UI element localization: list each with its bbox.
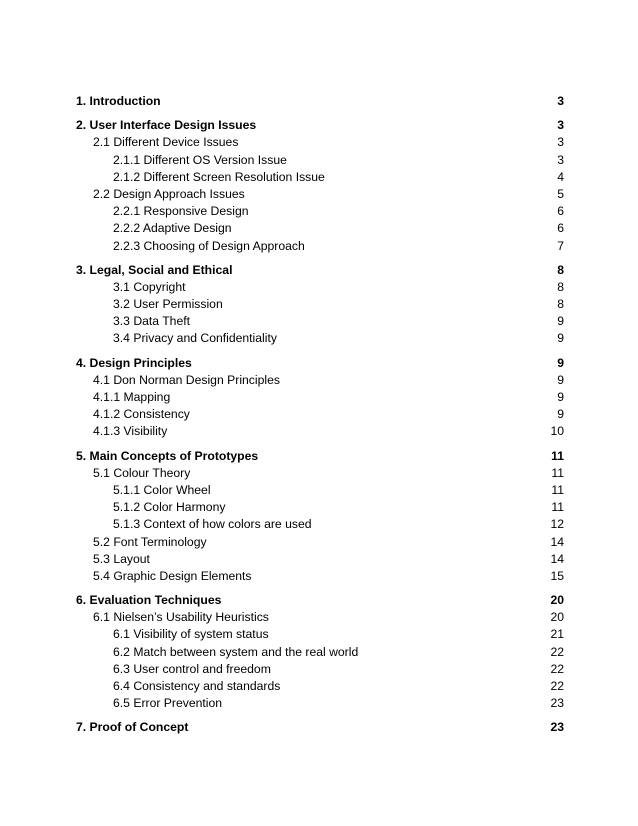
toc-entry-page-number: 10 <box>550 424 564 439</box>
toc-entry[interactable] <box>76 568 564 585</box>
toc-entry-title: 4. Design Principles <box>76 355 192 370</box>
toc-entry-title: 5.1 Colour Theory <box>93 465 191 480</box>
toc-entry-page-number: 3 <box>557 135 564 150</box>
toc-entry-page-number: 23 <box>550 696 564 711</box>
toc-entry-title: 2.2 Design Approach Issues <box>93 186 245 201</box>
toc-entry-page-number: 9 <box>557 355 564 370</box>
toc-entry[interactable] <box>76 220 564 237</box>
toc-entry[interactable] <box>76 592 564 609</box>
toc-entry-title: 3.3 Data Theft <box>113 314 191 329</box>
toc-entry-page-number: 22 <box>550 644 564 659</box>
toc-entry[interactable] <box>76 355 564 372</box>
toc-entry-title: 6.2 Match between system and the real world <box>113 644 359 659</box>
toc-entry-page-number: 9 <box>557 314 564 329</box>
toc-entry-page-number: 14 <box>550 551 564 566</box>
toc-entry[interactable] <box>76 423 564 440</box>
toc-entry-title: 5.1.1 Color Wheel <box>113 482 211 497</box>
toc-entry-page-number: 11 <box>551 448 564 463</box>
toc-entry-title: 2.2.3 Choosing of Design Approach <box>113 238 305 253</box>
toc-entry[interactable] <box>76 117 564 134</box>
toc-entry-title: 6.3 User control and freedom <box>113 661 271 676</box>
toc-entry-page-number: 22 <box>550 679 564 693</box>
toc-entry-title: 1. Introduction <box>76 94 161 108</box>
toc-entry-title: 3.4 Privacy and Confidentiality <box>113 331 277 346</box>
toc-entry[interactable] <box>76 609 564 626</box>
toc-entry[interactable] <box>76 313 564 330</box>
toc-entry-title: 4.1.3 Visibility <box>93 424 168 439</box>
toc-entry-title: 5.2 Font Terminology <box>93 534 207 549</box>
toc-entry-page-number: 8 <box>557 262 564 277</box>
toc-entry-page-number: 8 <box>557 279 564 294</box>
toc-entry-title: 5.1.2 Color Harmony <box>113 500 226 515</box>
toc-entry-page-number: 7 <box>557 238 564 253</box>
toc-entry[interactable] <box>76 134 564 151</box>
toc-entry-page-number: 3 <box>557 118 564 133</box>
toc-entry[interactable] <box>76 516 564 533</box>
toc-entry-page-number: 20 <box>550 610 564 625</box>
toc-entry[interactable] <box>76 719 564 736</box>
toc-entry-page-number: 6 <box>557 221 564 236</box>
toc-entry[interactable] <box>76 406 564 423</box>
toc-entry-title: 5.4 Graphic Design Elements <box>93 568 252 583</box>
toc-entry[interactable] <box>76 465 564 482</box>
toc-entry-page-number: 11 <box>551 465 564 480</box>
table-of-contents <box>76 93 564 737</box>
toc-entry-page-number: 21 <box>550 627 564 642</box>
toc-entry-page-number: 9 <box>557 390 564 404</box>
toc-entry[interactable] <box>76 678 564 695</box>
toc-entry-title: 7. Proof of Concept <box>76 720 189 735</box>
toc-entry-title: 3.1 Copyright <box>113 279 186 294</box>
toc-entry-title: 2.2.1 Responsive Design <box>113 204 249 219</box>
toc-entry[interactable] <box>76 279 564 296</box>
toc-entry[interactable] <box>76 169 564 186</box>
toc-entry-page-number: 9 <box>557 331 564 346</box>
toc-entry[interactable] <box>76 499 564 516</box>
toc-entry-title: 4.1.1 Mapping <box>93 390 171 404</box>
toc-entry-title: 6.5 Error Prevention <box>113 696 223 711</box>
toc-entry[interactable] <box>76 551 564 568</box>
toc-entry-page-number: 3 <box>557 94 564 108</box>
toc-entry-page-number: 4 <box>557 169 564 184</box>
toc-entry[interactable] <box>76 695 564 712</box>
toc-entry-title: 2.2.2 Adaptive Design <box>113 221 232 236</box>
toc-entry-page-number: 3 <box>557 152 564 167</box>
toc-entry-page-number: 9 <box>557 407 564 422</box>
toc-entry-title: 2.1 Different Device Issues <box>93 135 239 150</box>
toc-entry[interactable] <box>76 330 564 347</box>
toc-entry[interactable] <box>76 644 564 661</box>
toc-entry-page-number: 22 <box>550 661 564 676</box>
toc-entry[interactable] <box>76 186 564 203</box>
toc-entry[interactable] <box>76 372 564 389</box>
toc-entry-title: 6. Evaluation Techniques <box>76 593 222 608</box>
toc-entry[interactable] <box>76 389 564 406</box>
toc-entry[interactable] <box>76 661 564 678</box>
toc-entry[interactable] <box>76 238 564 255</box>
toc-entry-title: 5.1.3 Context of how colors are used <box>113 517 312 532</box>
toc-entry-page-number: 23 <box>550 720 564 735</box>
toc-entry[interactable] <box>76 448 564 465</box>
toc-entry-title: 2. User Interface Design Issues <box>76 118 257 133</box>
toc-entry[interactable] <box>76 203 564 220</box>
toc-entry[interactable] <box>76 534 564 551</box>
toc-entry-title: 5. Main Concepts of Prototypes <box>76 448 259 463</box>
toc-entry[interactable] <box>76 296 564 313</box>
toc-entry-title: 6.1 Visibility of system status <box>113 627 269 642</box>
toc-entry-page-number: 15 <box>550 568 564 583</box>
toc-entry[interactable] <box>76 626 564 643</box>
toc-entry-title: 2.1.2 Different Screen Resolution Issue <box>113 169 325 184</box>
toc-entry[interactable] <box>76 262 564 279</box>
toc-entry-title: 4.1.2 Consistency <box>93 407 190 422</box>
toc-entry-title: 5.3 Layout <box>93 551 150 566</box>
toc-entry-title: 2.1.1 Different OS Version Issue <box>113 152 287 167</box>
toc-entry[interactable] <box>76 152 564 169</box>
toc-entry-page-number: 20 <box>550 593 564 608</box>
toc-entry-title: 4.1 Don Norman Design Principles <box>93 372 280 387</box>
toc-entry[interactable] <box>76 482 564 499</box>
toc-entry-title: 3. Legal, Social and Ethical <box>76 262 233 277</box>
toc-entry-title: 6.1 Nielsen’s Usability Heuristics <box>93 610 269 625</box>
toc-entry-page-number: 12 <box>550 517 564 532</box>
toc-entry-title: 6.4 Consistency and standards <box>113 679 281 693</box>
toc-entry-title: 3.2 User Permission <box>113 297 223 312</box>
toc-entry[interactable] <box>76 93 564 110</box>
toc-entry-page-number: 11 <box>551 482 564 497</box>
toc-entry-page-number: 9 <box>557 372 564 387</box>
toc-entry-page-number: 14 <box>550 534 564 549</box>
toc-entry-page-number: 8 <box>557 297 564 312</box>
toc-entry-page-number: 5 <box>557 186 564 201</box>
toc-entry-page-number: 11 <box>551 500 564 515</box>
toc-entry-page-number: 6 <box>557 204 564 219</box>
